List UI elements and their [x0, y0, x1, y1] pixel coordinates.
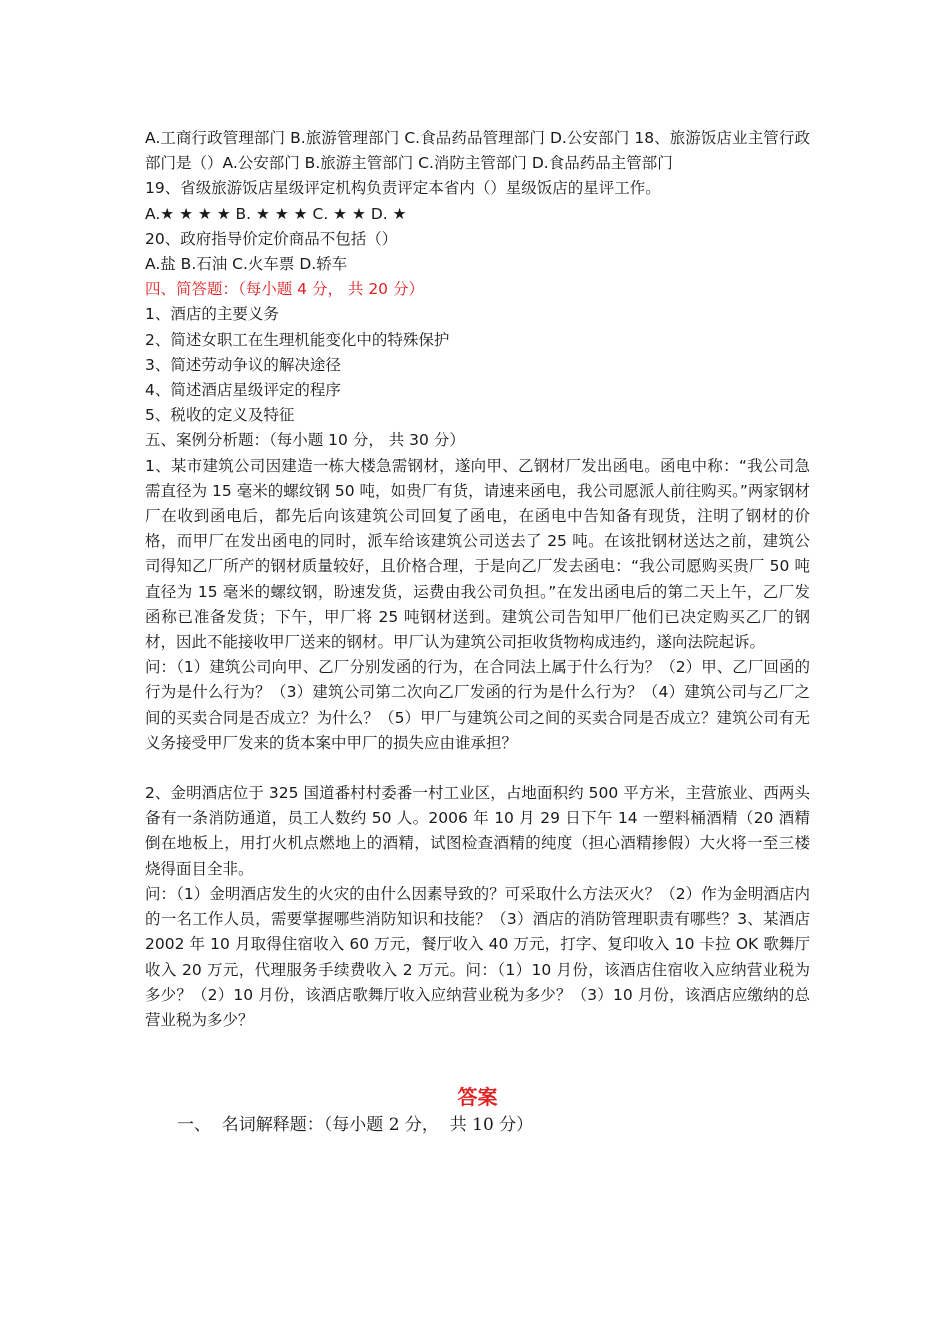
case-2-questions: 问：（1）金明酒店发生的火灾的由什么因素导致的？可采取什么方法灭火？（2）作为金明酒店内的一名工作人员，需要掌握哪些消防知识和技能？（3）酒店的消防管理职责有哪些？3、某酒店 2002 年 10 月取得住宿收入 60 万元，餐厅收入 40 万元，打字、复印收入 10 卡拉 OK 歌舞厅收入 20 万元，代理服务手续费收入 2 万元。问：（1）10 月份，该酒店住宿收入应纳营业税为多少？（2）10 月份，该酒店歌舞厅收入应纳营业税为多少？（3）10 月份，该酒店应缴纳的总营业税为多少？ — [145, 884, 810, 1029]
question-20-text: 20、政府指导价定价商品不包括（） — [145, 229, 398, 248]
answers-title: 答案 — [457, 1085, 498, 1110]
paragraph-spacer — [145, 756, 810, 781]
short-answer-item: 4、简述酒店星级评定的程序 — [145, 381, 341, 400]
case-2-text: 2、金明酒店位于 325 国道番村村委番一村工业区，占地面积约 500 平方米，主营旅业、西两头备有一条消防通道，员工人数约 50 人。2006 年 10 月 29 日下午 14 一塑料桶酒精（20 酒精倒在地板上，用打火机点燃地上的酒精，试图检查酒精的纯度（担心酒精掺假）大火将一至三楼烧得面目全非。 — [145, 784, 810, 878]
short-answer-item: 2、简述女职工在生理机能变化中的特殊保护 — [145, 330, 450, 349]
question-19-options: A.★ ★ ★ ★ B. ★ ★ ★ C. ★ ★ D. ★ — [145, 204, 407, 223]
document-page — [145, 126, 810, 1139]
section-5-heading: 五、案例分析题：（每小题 10 分， 共 30 分） — [145, 431, 465, 450]
section-4-heading: 四、简答题：（每小题 4 分， 共 20 分） — [145, 280, 424, 299]
question-20-options: A.盐 B.石油 C.火车票 D.轿车 — [145, 255, 348, 274]
paragraph-spacer — [145, 1033, 810, 1083]
short-answer-item: 1、酒店的主要义务 — [145, 305, 279, 324]
answers-section-1-heading: 一、 名词解释题：（每小题 2 分， 共 10 分） — [177, 1115, 534, 1136]
case-1-text: 1、某市建筑公司因建造一栋大楼急需钢材，遂向甲、乙钢材厂发出函电。函电中称：“我公司急需直径为 15 毫米的螺纹钢 50 吨，如贵厂有货，请速来函电，我公司愿派人前往购买。”两家钢材厂在收到函电后，都先后向该建筑公司回复了函电，在函电中告知备有现货，注明了钢材的价格，而甲厂在发出函电的同时，派车给该建筑公司送去了 25 吨。在该批钢材送达之前，建筑公司得知乙厂所产的钢材质量较好，且价格合理，于是向乙厂发去函电：“我公司愿购买贵厂 50 吨直径为 15 毫米的螺纹钢，盼速发货，运费由我公司负担。”在发出函电后的第二天上午，乙厂发函称已准备发货；下午，甲厂将 25 吨钢材送到。建筑公司告知甲厂他们已决定购买乙厂的钢材，因此不能接收甲厂送来的钢材。甲厂认为建筑公司拒收货物构成违约，遂向法院起诉。 — [145, 456, 810, 652]
question-17-18-text: A.工商行政管理部门 B.旅游管理部门 C.食品药品管理部门 D.公安部门 18、旅游饭店业主管行政部门是（）A.公安部门 B.旅游主管部门 C.消防主管部门 D.食品药品主管部门 — [145, 129, 810, 173]
short-answer-item: 3、简述劳动争议的解决途径 — [145, 355, 341, 374]
question-19-text: 19、省级旅游饭店星级评定机构负责评定本省内（）星级饭店的星评工作。 — [145, 179, 661, 198]
case-1-questions: 问：（1）建筑公司向甲、乙厂分别发函的行为，在合同法上属于什么行为？（2）甲、乙厂回函的行为是什么行为？（3）建筑公司第二次向乙厂发函的行为是什么行为？（4）建筑公司与乙厂之间的买卖合同是否成立？为什么？（5）甲厂与建筑公司之间的买卖合同是否成立？建筑公司有无义务接受甲厂发来的货本案中甲厂的损失应由谁承担？ — [145, 658, 810, 752]
short-answer-item: 5、税收的定义及特征 — [145, 406, 295, 425]
